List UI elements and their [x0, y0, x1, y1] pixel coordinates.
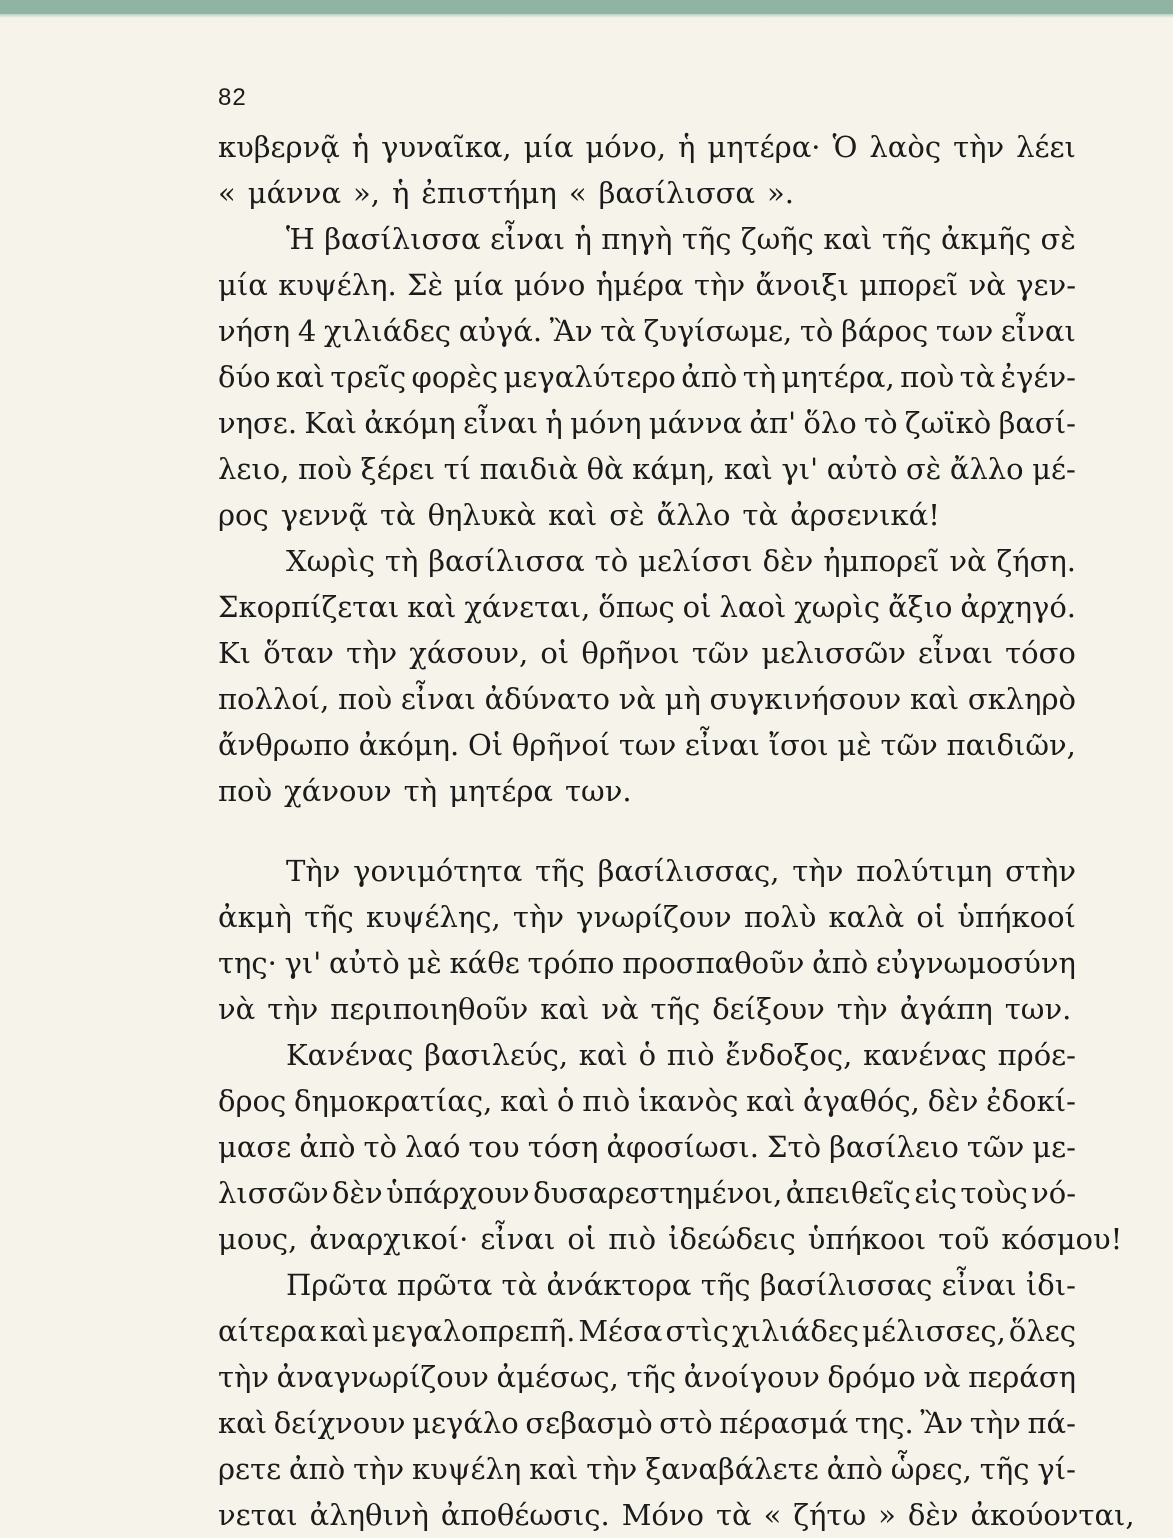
text-line: Ἡ βασίλισσα εἶναι ἡ πηγὴ τῆς ζωῆς καὶ τῆς ἀκμῆς σὲ	[286, 222, 1076, 256]
text-line: ρετε ἀπὸ τὴν κυψέλη καὶ τὴν ξαναβάλετε ἀπὸ ὧρες, τῆς γί-	[218, 1452, 1076, 1486]
paragraph	[218, 1262, 1135, 1538]
text-line: δρος δημοκρατίας, καὶ ὁ πιὸ ἱκανὸς καὶ ἀγαθός, δὲν ἐδοκί-	[218, 1084, 1076, 1118]
text-line: νὰ τὴν περιποιηθοῦν καὶ νὰ τῆς δείξουν τὴν ἀγάπη των.	[218, 992, 1072, 1026]
text-line: κυβερνᾷ ἡ γυναῖκα, μία μόνο, ἡ μητέρα· Ὁ λαὸς τὴν λέει	[218, 130, 1076, 164]
text-line: λισσῶν δὲν ὑπάρχουν δυσαρεστημένοι, ἀπειθεῖς εἰς τοὺς νό-	[218, 1176, 1076, 1210]
body-text	[218, 124, 1135, 1538]
text-line: ἄνθρωπο ἀκόμη. Οἱ θρῆνοί των εἶναι ἴσοι μὲ τῶν παιδιῶν,	[218, 728, 1076, 762]
text-line: Χωρὶς τὴ βασίλισσα τὸ μελίσσι δὲν ἠμπορεῖ νὰ ζήση.	[286, 544, 1076, 578]
text-line: ρος γεννᾷ τὰ θηλυκὰ καὶ σὲ ἄλλο τὰ ἀρσενικά!	[218, 498, 940, 532]
text-line: μους, ἀναρχικοί· εἶναι οἱ πιὸ ἰδεώδεις ὑπήκοοι τοῦ κόσμου!	[218, 1222, 1123, 1256]
text-line: μασε ἀπὸ τὸ λαό του τόση ἀφοσίωσι. Στὸ βασίλειο τῶν με-	[218, 1130, 1076, 1164]
text-line: καὶ δείχνουν μεγάλο σεβασμὸ στὸ πέρασμά της. Ἂν τὴν πά-	[218, 1406, 1076, 1440]
paragraph	[218, 216, 1076, 538]
paragraph	[218, 538, 1076, 814]
page-number: 82	[218, 84, 247, 111]
paragraph	[218, 1032, 1123, 1262]
text-line: Κι ὅταν τὴν χάσουν, οἱ θρῆνοι τῶν μελισσῶν εἶναι τόσο	[218, 636, 1076, 670]
text-line: Σκορπίζεται καὶ χάνεται, ὅπως οἱ λαοὶ χωρὶς ἄξιο ἀρχηγό.	[218, 590, 1076, 624]
text-line: Πρῶτα πρῶτα τὰ ἀνάκτορα τῆς βασίλισσας εἶναι ἰδι-	[286, 1268, 1076, 1302]
text-line: πολλοί, ποὺ εἶναι ἀδύνατο νὰ μὴ συγκινήσουν καὶ σκληρὸ	[218, 682, 1076, 716]
text-line: Κανένας βασιλεύς, καὶ ὁ πιὸ ἔνδοξος, κανένας πρόε-	[286, 1038, 1076, 1072]
text-line: ποὺ χάνουν τὴ μητέρα των.	[218, 774, 632, 808]
text-line: ἀκμὴ τῆς κυψέλης, τὴν γνωρίζουν πολὺ καλὰ οἱ ὑπήκοοί	[218, 900, 1076, 934]
text-line: μία κυψέλη. Σὲ μία μόνο ἡμέρα τὴν ἄνοιξι μπορεῖ νὰ γεν-	[218, 268, 1076, 302]
paragraph	[218, 124, 1076, 216]
text-line: νήση 4 χιλιάδες αὐγά. Ἂν τὰ ζυγίσωμε, τὸ βάρος των εἶναι	[218, 314, 1076, 348]
text-line: τὴν ἀναγνωρίζουν ἀμέσως, τῆς ἀνοίγουν δρόμο νὰ περάση	[218, 1360, 1076, 1394]
text-line: νησε. Καὶ ἀκόμη εἶναι ἡ μόνη μάννα ἀπ' ὅλο τὸ ζωϊκὸ βασί-	[218, 406, 1076, 440]
text-line: της· γι' αὐτὸ μὲ κάθε τρόπο προσπαθοῦν ἀπὸ εὐγνωμοσύνη	[218, 946, 1076, 980]
text-line: Τὴν γονιμότητα τῆς βασίλισσας, τὴν πολύτιμη στὴν	[286, 854, 1076, 888]
text-line: δύο καὶ τρεῖς φορὲς μεγαλύτερο ἀπὸ τὴ μητέρα, ποὺ τὰ ἐγέν-	[218, 360, 1076, 394]
text-line: νεται ἀληθινὴ ἀποθέωσις. Μόνο τὰ « ζήτω » δὲν ἀκούονται,	[218, 1498, 1135, 1532]
text-line: λειο, ποὺ ξέρει τί παιδιὰ θὰ κάμη, καὶ γι' αὐτὸ σὲ ἄλλο μέ-	[218, 452, 1076, 486]
text-line: « μάννα », ἡ ἐπιστήμη « βασίλισσα ».	[218, 176, 794, 210]
text-line: αίτερα καὶ μεγαλοπρεπῆ. Μέσα στὶς χιλιάδες μέλισσες, ὅλες	[218, 1314, 1076, 1348]
paragraph	[218, 848, 1076, 1032]
top-border-band	[0, 0, 1173, 14]
top-border-shadow	[0, 14, 1173, 18]
